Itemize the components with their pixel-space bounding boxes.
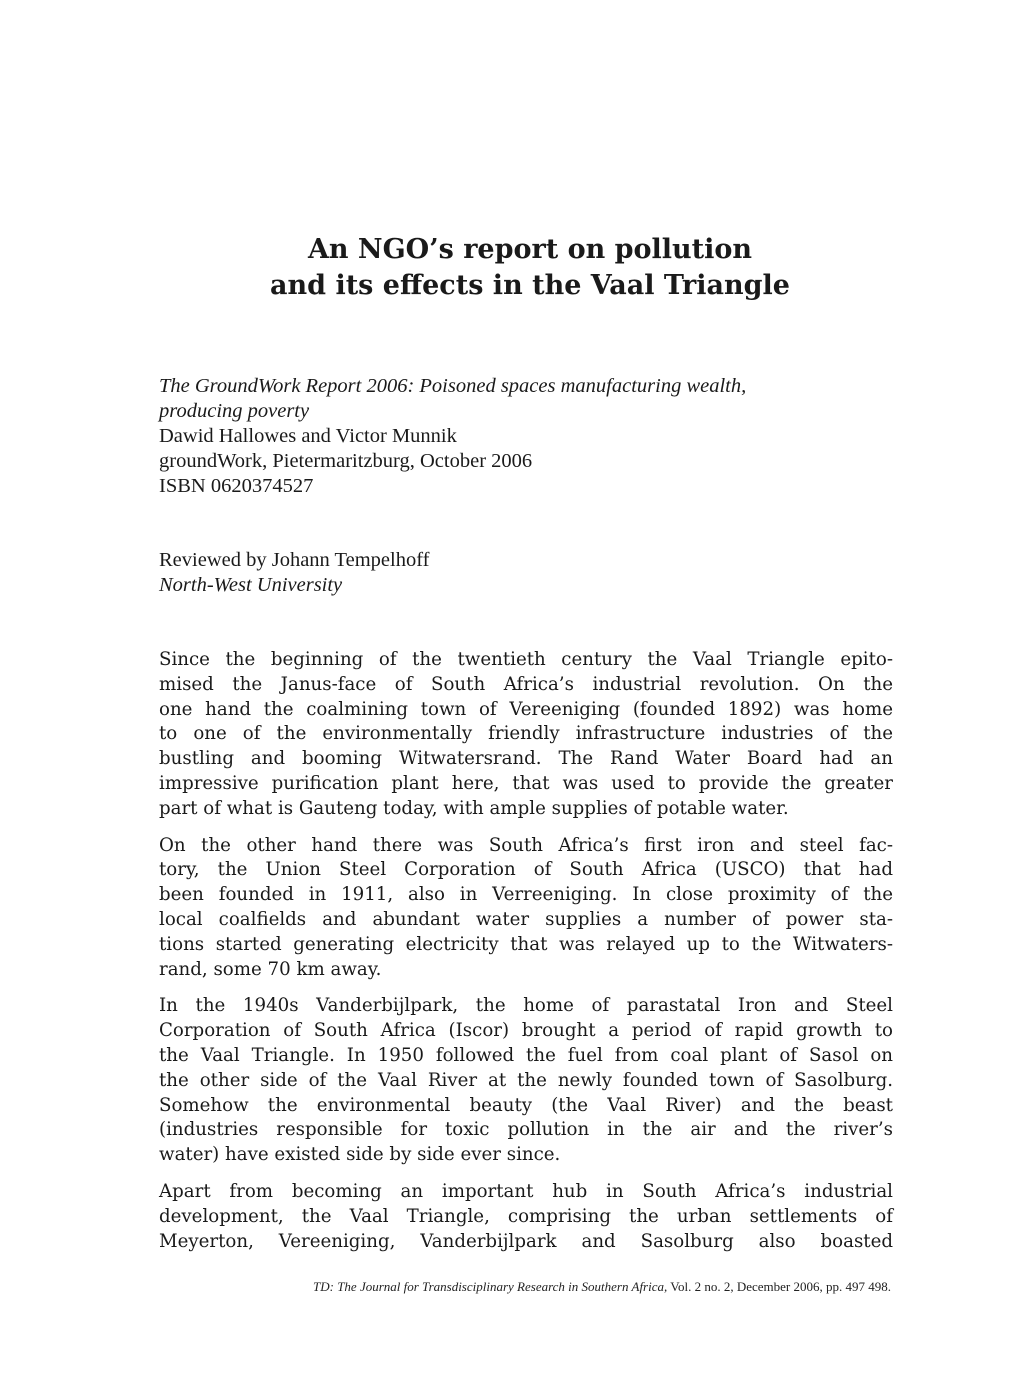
text-line: one hand the coalmining town of Vereeniging (founded 1892) was home [159,698,893,720]
journal-name: TD: The Journal for Transdisciplinary Research in Southern Africa, [313,1279,668,1294]
text-line: impressive purification plant here, that was used to provide the greater [159,772,893,794]
text-line: Apart from becoming an important hub in South Africa’s industrial [159,1180,893,1202]
book-authors: Dawid Hallowes and Victor Munnik [159,425,457,447]
paragraph [159,1180,893,1254]
book-publisher: groundWork, Pietermaritzburg, October 2006 [159,450,533,472]
book-isbn: ISBN 0620374527 [159,475,314,497]
page-footer [313,1279,891,1295]
text-line: development, the Vaal Triangle, comprising the urban settlements of [159,1205,893,1227]
text-line: local coalfields and abundant water supplies a number of power sta- [159,908,893,930]
text-line: the Vaal Triangle. In 1950 followed the fuel from coal plant of Sasol on [159,1044,893,1066]
text-line: Corporation of South Africa (Iscor) brought a period of rapid growth to [159,1020,893,1042]
text-line: Meyerton, Vereeniging, Vanderbijlpark and Sasolburg also boasted [159,1230,893,1252]
text-line: In the 1940s Vanderbijlpark, the home of parastatal Iron and Steel [159,995,893,1017]
journal-details: Vol. 2 no. 2, December 2006, pp. 497 498. [667,1279,891,1294]
text-line: Since the beginning of the twentieth century the Vaal Triangle epito- [159,649,893,670]
paragraph [159,834,893,983]
text-line: tory, the Union Steel Corporation of South Africa (USCO) that had [159,859,893,881]
text-line: (industries responsible for toxic pollution in the air and the river’s [159,1119,893,1141]
text-line: to one of the environmentally friendly infrastructure industries of the [159,723,893,745]
paragraph [159,648,893,822]
title-line: An NGO’s report on pollution [307,234,753,265]
text-line: bustling and booming Witwatersrand. The Rand Water Board had an [159,748,893,770]
paragraph [159,994,893,1168]
text-line: rand, some 70 km away. [159,958,382,980]
book-reference [159,374,899,499]
page-title [20,232,1020,304]
book-title: The GroundWork Report 2006: Poisoned spaces manufacturing wealth, [159,375,747,397]
text-line: tions started generating electricity that was relayed up to the Witwaters- [159,933,893,955]
text-line: the other side of the Vaal River at the newly founded town of Sasolburg. [159,1069,893,1091]
text-line: water) have existed side by side ever since. [159,1144,561,1166]
reviewer [159,548,430,598]
text-line: mised the Janus-face of South Africa’s industrial revolution. On the [159,673,893,695]
review-body [159,648,893,1266]
title-line: and its effects in the Vaal Triangle [270,270,790,301]
text-line: On the other hand there was South Africa’s first iron and steel fac- [159,834,893,856]
book-title: producing poverty [159,400,310,422]
text-line: Somehow the environmental beauty (the Vaal River) and the beast [159,1094,893,1116]
reviewer-affiliation: North-West University [159,574,343,596]
text-line: part of what is Gauteng today, with ample supplies of potable water. [159,797,789,819]
text-line: been founded in 1911, also in Verreeniging. In close proximity of the [159,884,893,906]
reviewer-name: Reviewed by Johann Tempelhoff [159,549,430,571]
